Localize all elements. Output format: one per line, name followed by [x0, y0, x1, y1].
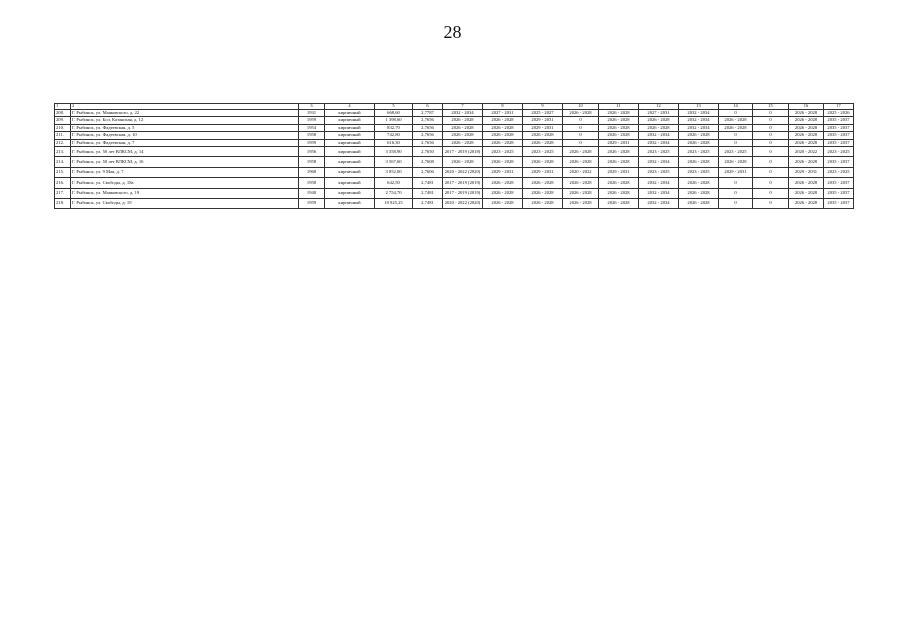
table-cell: 2,7481 [413, 178, 443, 188]
table-cell: 2026 - 2028 [599, 110, 639, 117]
table-cell: 2026 - 2028 [639, 117, 679, 124]
table-cell: 2,7656 [413, 117, 443, 124]
table-cell: 1931 [299, 110, 325, 117]
table-cell: 2,7656 [413, 139, 443, 146]
table-row [55, 198, 854, 208]
table-cell: 0 [753, 124, 789, 131]
table-cell: 2020 - 2022 (2020) [443, 167, 483, 177]
table-cell: 2027 - 2031 [639, 110, 679, 117]
table-cell: 2026 - 2028 [679, 157, 719, 167]
table-cell: 2035 - 2037 [824, 117, 854, 124]
table-cell: 2026 - 2028 [789, 124, 824, 131]
table-cell: 0 [753, 178, 789, 188]
table-cell: Г. Рыбинск, ул. Маяковского, д. 19 [71, 188, 299, 198]
table-cell: 2026 - 2028 [679, 188, 719, 198]
table-cell: 3 567,60 [375, 157, 413, 167]
table-cell: Г. Рыбинск, ул. Свободы, д. 19 [71, 198, 299, 208]
table-cell: 0 [719, 132, 753, 139]
table-cell: 2026 - 2028 [483, 157, 523, 167]
table-cell: 217. [55, 188, 71, 198]
table-cell: 215. [55, 167, 71, 177]
table-cell: 2,7606 [413, 167, 443, 177]
table-cell: 1956 [299, 146, 325, 156]
header-cell: 16 [789, 104, 824, 110]
table-cell: 0 [753, 157, 789, 167]
table-cell: 1959 [299, 139, 325, 146]
table-row [55, 167, 854, 177]
table-cell: 2029 - 2031 [523, 124, 563, 131]
table-cell: кирпичный [325, 139, 375, 146]
table-cell: 0 [563, 132, 599, 139]
table-cell: 2026 - 2028 [563, 188, 599, 198]
table-cell: 1 398,60 [375, 117, 413, 124]
table-cell: 2026 - 2028 [599, 124, 639, 131]
table-cell: 2032 - 2034 [639, 157, 679, 167]
table-cell: 2035 - 2037 [824, 157, 854, 167]
table-cell: 2026 - 2028 [443, 117, 483, 124]
table-cell: 2026 - 2028 [679, 132, 719, 139]
table-cell: 2023 - 2025 [483, 146, 523, 156]
table-cell: 1958 [299, 157, 325, 167]
table-body [55, 104, 854, 209]
table-cell: 1968 [299, 167, 325, 177]
header-cell: 3 [299, 104, 325, 110]
table-cell: 642,50 [375, 178, 413, 188]
table-cell: кирпичный [325, 198, 375, 208]
table-cell: 832,70 [375, 124, 413, 131]
table-cell: 213. [55, 146, 71, 156]
table-cell: 2026 - 2028 [599, 157, 639, 167]
table-cell: 742,80 [375, 132, 413, 139]
table-cell: 0 [719, 110, 753, 117]
table-cell: 216. [55, 178, 71, 188]
table-cell: 2026 - 2028 [789, 157, 824, 167]
header-cell: 12 [639, 104, 679, 110]
table-cell: Г. Рыбинск, ул. Фадеевская, д. 10 [71, 132, 299, 139]
table-cell: 2026 - 2028 [483, 124, 523, 131]
header-cell: 5 [375, 104, 413, 110]
table-cell: 2035 - 2037 [824, 198, 854, 208]
table-cell: 2,7481 [413, 198, 443, 208]
table-cell: 1958 [299, 132, 325, 139]
table-cell: 0 [753, 167, 789, 177]
table-cell: 2026 - 2028 [789, 198, 824, 208]
header-cell: 17 [824, 104, 854, 110]
table-cell: 2026 - 2028 [679, 178, 719, 188]
table-cell: 2032 - 2034 [639, 178, 679, 188]
table-cell: 2026 - 2028 [483, 139, 523, 146]
table-cell: 2026 - 2028 [679, 139, 719, 146]
header-cell: 1 [55, 104, 71, 110]
table-cell: 1959 [299, 198, 325, 208]
table-cell: кирпичный [325, 167, 375, 177]
table-cell: 0 [753, 139, 789, 146]
table-cell: 2 754,70 [375, 188, 413, 198]
table-cell: 2023 - 2025 [639, 146, 679, 156]
table-cell: 2026 - 2028 [789, 188, 824, 198]
table-cell: 2035 - 2037 [824, 124, 854, 131]
header-cell: 11 [599, 104, 639, 110]
table-cell: Г. Рыбинск, ул. Маяковского, д. 22 [71, 110, 299, 117]
header-cell: 10 [563, 104, 599, 110]
table-cell: 2023 - 2025 [719, 146, 753, 156]
table-row [55, 157, 854, 167]
table-cell: 0 [719, 178, 753, 188]
table-cell: 2017 - 2019 (2018) [443, 146, 483, 156]
table-cell: Г. Рыбинск, ул. 9 Мая, д. 7 [71, 167, 299, 177]
table-cell: 2035 - 2037 [824, 139, 854, 146]
table-cell: 218. [55, 198, 71, 208]
table-cell: 2026 - 2028 [523, 139, 563, 146]
table-cell: 2026 - 2028 [789, 117, 824, 124]
table-cell: Г. Рыбинск, ул. 50 лет ВЛКСМ, д. 14 [71, 146, 299, 156]
table-cell: Г. Рыбинск, ул. Свободы, д. 18а [71, 178, 299, 188]
table-cell: 2026 - 2028 [483, 132, 523, 139]
table-cell: 2026 - 2028 [523, 178, 563, 188]
table-cell: 2026 - 2028 [483, 178, 523, 188]
table-cell: 0 [719, 188, 753, 198]
table-cell: 2017 - 2019 (2019) [443, 178, 483, 188]
table-cell: 2017 - 2019 (2019) [443, 188, 483, 198]
table-cell: 2026 - 2028 [789, 139, 824, 146]
table-cell: кирпичный [325, 117, 375, 124]
table-cell: 2029 - 2031 [719, 167, 753, 177]
table-cell: 208. [55, 110, 71, 117]
header-cell: 8 [483, 104, 523, 110]
page-number: 28 [443, 22, 462, 42]
table-cell: 2,7656 [413, 132, 443, 139]
table-cell: 2029 - 2031 [523, 167, 563, 177]
table-cell: 2,7481 [413, 188, 443, 198]
table-cell: 2026 - 2028 [599, 178, 639, 188]
table-cell: 2026 - 2028 [443, 157, 483, 167]
table-cell: 2026 - 2028 [523, 157, 563, 167]
table-cell: 0 [753, 117, 789, 124]
table-cell: 2026 - 2028 [679, 198, 719, 208]
table-cell: 2032 - 2034 [639, 198, 679, 208]
table-cell: Г. Рыбинск, ул. Фадеевская, д. 5 [71, 124, 299, 131]
table-cell: 2026 - 2028 [789, 178, 824, 188]
table-cell: 2020 - 2022 (2020) [443, 198, 483, 208]
table-cell: 2026 - 2028 [599, 198, 639, 208]
data-table [54, 103, 854, 209]
table-cell: 2025 - 2026 [824, 110, 854, 117]
table-cell: 0 [719, 198, 753, 208]
table-cell: 0 [753, 110, 789, 117]
table-cell: 2026 - 2028 [483, 188, 523, 198]
table-cell: 211. [55, 132, 71, 139]
table-cell: 212. [55, 139, 71, 146]
table-cell: 2026 - 2028 [563, 178, 599, 188]
table-cell: 0 [719, 139, 753, 146]
table-cell: 2026 - 2028 [563, 198, 599, 208]
table-cell: 2026 - 2028 [523, 132, 563, 139]
table-cell: Г. Рыбинск, ул. Фадеевская, д. 7 [71, 139, 299, 146]
table-cell: 0 [753, 146, 789, 156]
table-cell: 1958 [299, 178, 325, 188]
table-cell: 2026 - 2028 [599, 188, 639, 198]
table-cell: 616,30 [375, 139, 413, 146]
table-row [55, 132, 854, 139]
table-cell: 2032 - 2034 [679, 124, 719, 131]
table-cell: 0 [563, 139, 599, 146]
table-cell: 668,60 [375, 110, 413, 117]
header-cell: 9 [523, 104, 563, 110]
header-cell: 7 [443, 104, 483, 110]
table-cell: 2026 - 2028 [523, 198, 563, 208]
table-cell: 2026 - 2028 [563, 146, 599, 156]
table-cell: 2023 - 2025 [824, 146, 854, 156]
table-cell: 2026 - 2028 [483, 117, 523, 124]
table-cell: 2026 - 2028 [789, 110, 824, 117]
table-row [55, 139, 854, 146]
table-row [55, 146, 854, 156]
table-cell: кирпичный [325, 110, 375, 117]
table-cell: 2032 - 2034 [443, 110, 483, 117]
table-cell: 2032 - 2034 [639, 139, 679, 146]
table-cell: 2026 - 2028 [483, 198, 523, 208]
table-cell: 2027 - 2031 [483, 110, 523, 117]
table-cell: 2020 - 2022 [563, 167, 599, 177]
table-cell: 2023 - 2025 [523, 146, 563, 156]
table-cell: кирпичный [325, 146, 375, 156]
table-cell: 2032 - 2034 [679, 110, 719, 117]
table-cell: 0 [563, 124, 599, 131]
header-cell: 2 [71, 104, 299, 110]
table-cell: 3 852,00 [375, 167, 413, 177]
table-cell: кирпичный [325, 124, 375, 131]
header-cell: 4 [325, 104, 375, 110]
table-cell: 2026 - 2028 [563, 110, 599, 117]
table-cell: 2023 - 2025 [824, 167, 854, 177]
table-cell: Г. Рыбинск, ул. Бол. Казанская, д. 12 [71, 117, 299, 124]
table-cell: 2,7787 [413, 110, 443, 117]
table-cell: 2029 - 2031 [483, 167, 523, 177]
table-cell: 2026 - 2028 [599, 132, 639, 139]
table-cell: 2032 - 2034 [679, 117, 719, 124]
table-row [55, 110, 854, 117]
table-cell: Г. Рыбинск, ул. 50 лет ВЛКСМ, д. 16 [71, 157, 299, 167]
table-cell: 2025 - 2027 [523, 110, 563, 117]
table-cell: 3 358,90 [375, 146, 413, 156]
table-cell: 2020 - 2022 [789, 146, 824, 156]
table-cell: 2023 - 2025 [679, 167, 719, 177]
table-cell: кирпичный [325, 157, 375, 167]
table-cell: 2026 - 2028 [719, 157, 753, 167]
table-cell: 2026 - 2028 [599, 117, 639, 124]
table-cell: 2,7656 [413, 124, 443, 131]
table-cell: 2,7650 [413, 146, 443, 156]
table-cell: 2023 - 2025 [639, 167, 679, 177]
table-cell: 2026 - 2028 [789, 132, 824, 139]
table-cell: 2026 - 2028 [599, 146, 639, 156]
table-row [55, 117, 854, 124]
table-row [55, 178, 854, 188]
table-cell: 2029 - 2031 [523, 117, 563, 124]
table-cell: 2029 - 2031 [599, 167, 639, 177]
table-cell: кирпичный [325, 188, 375, 198]
table-cell: 1954 [299, 124, 325, 131]
table-cell: 2026 - 2028 [443, 132, 483, 139]
table-cell: 1940 [299, 188, 325, 198]
table-cell: 209. [55, 117, 71, 124]
table-cell: 2029 - 2031 [599, 139, 639, 146]
table-cell: 2035 - 2037 [824, 132, 854, 139]
header-cell: 15 [753, 104, 789, 110]
table-cell: 0 [753, 188, 789, 198]
table-cell: 2026 - 2028 [443, 124, 483, 131]
table-row [55, 188, 854, 198]
table-cell: кирпичный [325, 178, 375, 188]
table-cell: 2,7608 [413, 157, 443, 167]
table-cell: 2035 - 2037 [824, 188, 854, 198]
table-cell: 210. [55, 124, 71, 131]
table-cell: 2026 - 2028 [719, 117, 753, 124]
table-cell: 2026 - 2028 [719, 124, 753, 131]
table-cell: 10 925,25 [375, 198, 413, 208]
header-cell: 6 [413, 104, 443, 110]
table-cell: кирпичный [325, 132, 375, 139]
table-cell: 0 [753, 198, 789, 208]
table-cell: 214. [55, 157, 71, 167]
table-cell: 2032 - 2034 [639, 188, 679, 198]
table-cell: 2026 - 2028 [443, 139, 483, 146]
table-cell: 0 [753, 132, 789, 139]
table-cell: 2029 - 2031 [789, 167, 824, 177]
table-cell: 2023 - 2025 [679, 146, 719, 156]
header-cell: 13 [679, 104, 719, 110]
table-cell: 0 [563, 117, 599, 124]
table-cell: 1959 [299, 117, 325, 124]
header-cell: 14 [719, 104, 753, 110]
table-cell: 2026 - 2028 [523, 188, 563, 198]
table-cell: 2026 - 2028 [563, 157, 599, 167]
table-cell: 2032 - 2034 [639, 132, 679, 139]
table-cell: 2026 - 2028 [639, 124, 679, 131]
table-cell: 2035 - 2037 [824, 178, 854, 188]
table-row [55, 124, 854, 131]
